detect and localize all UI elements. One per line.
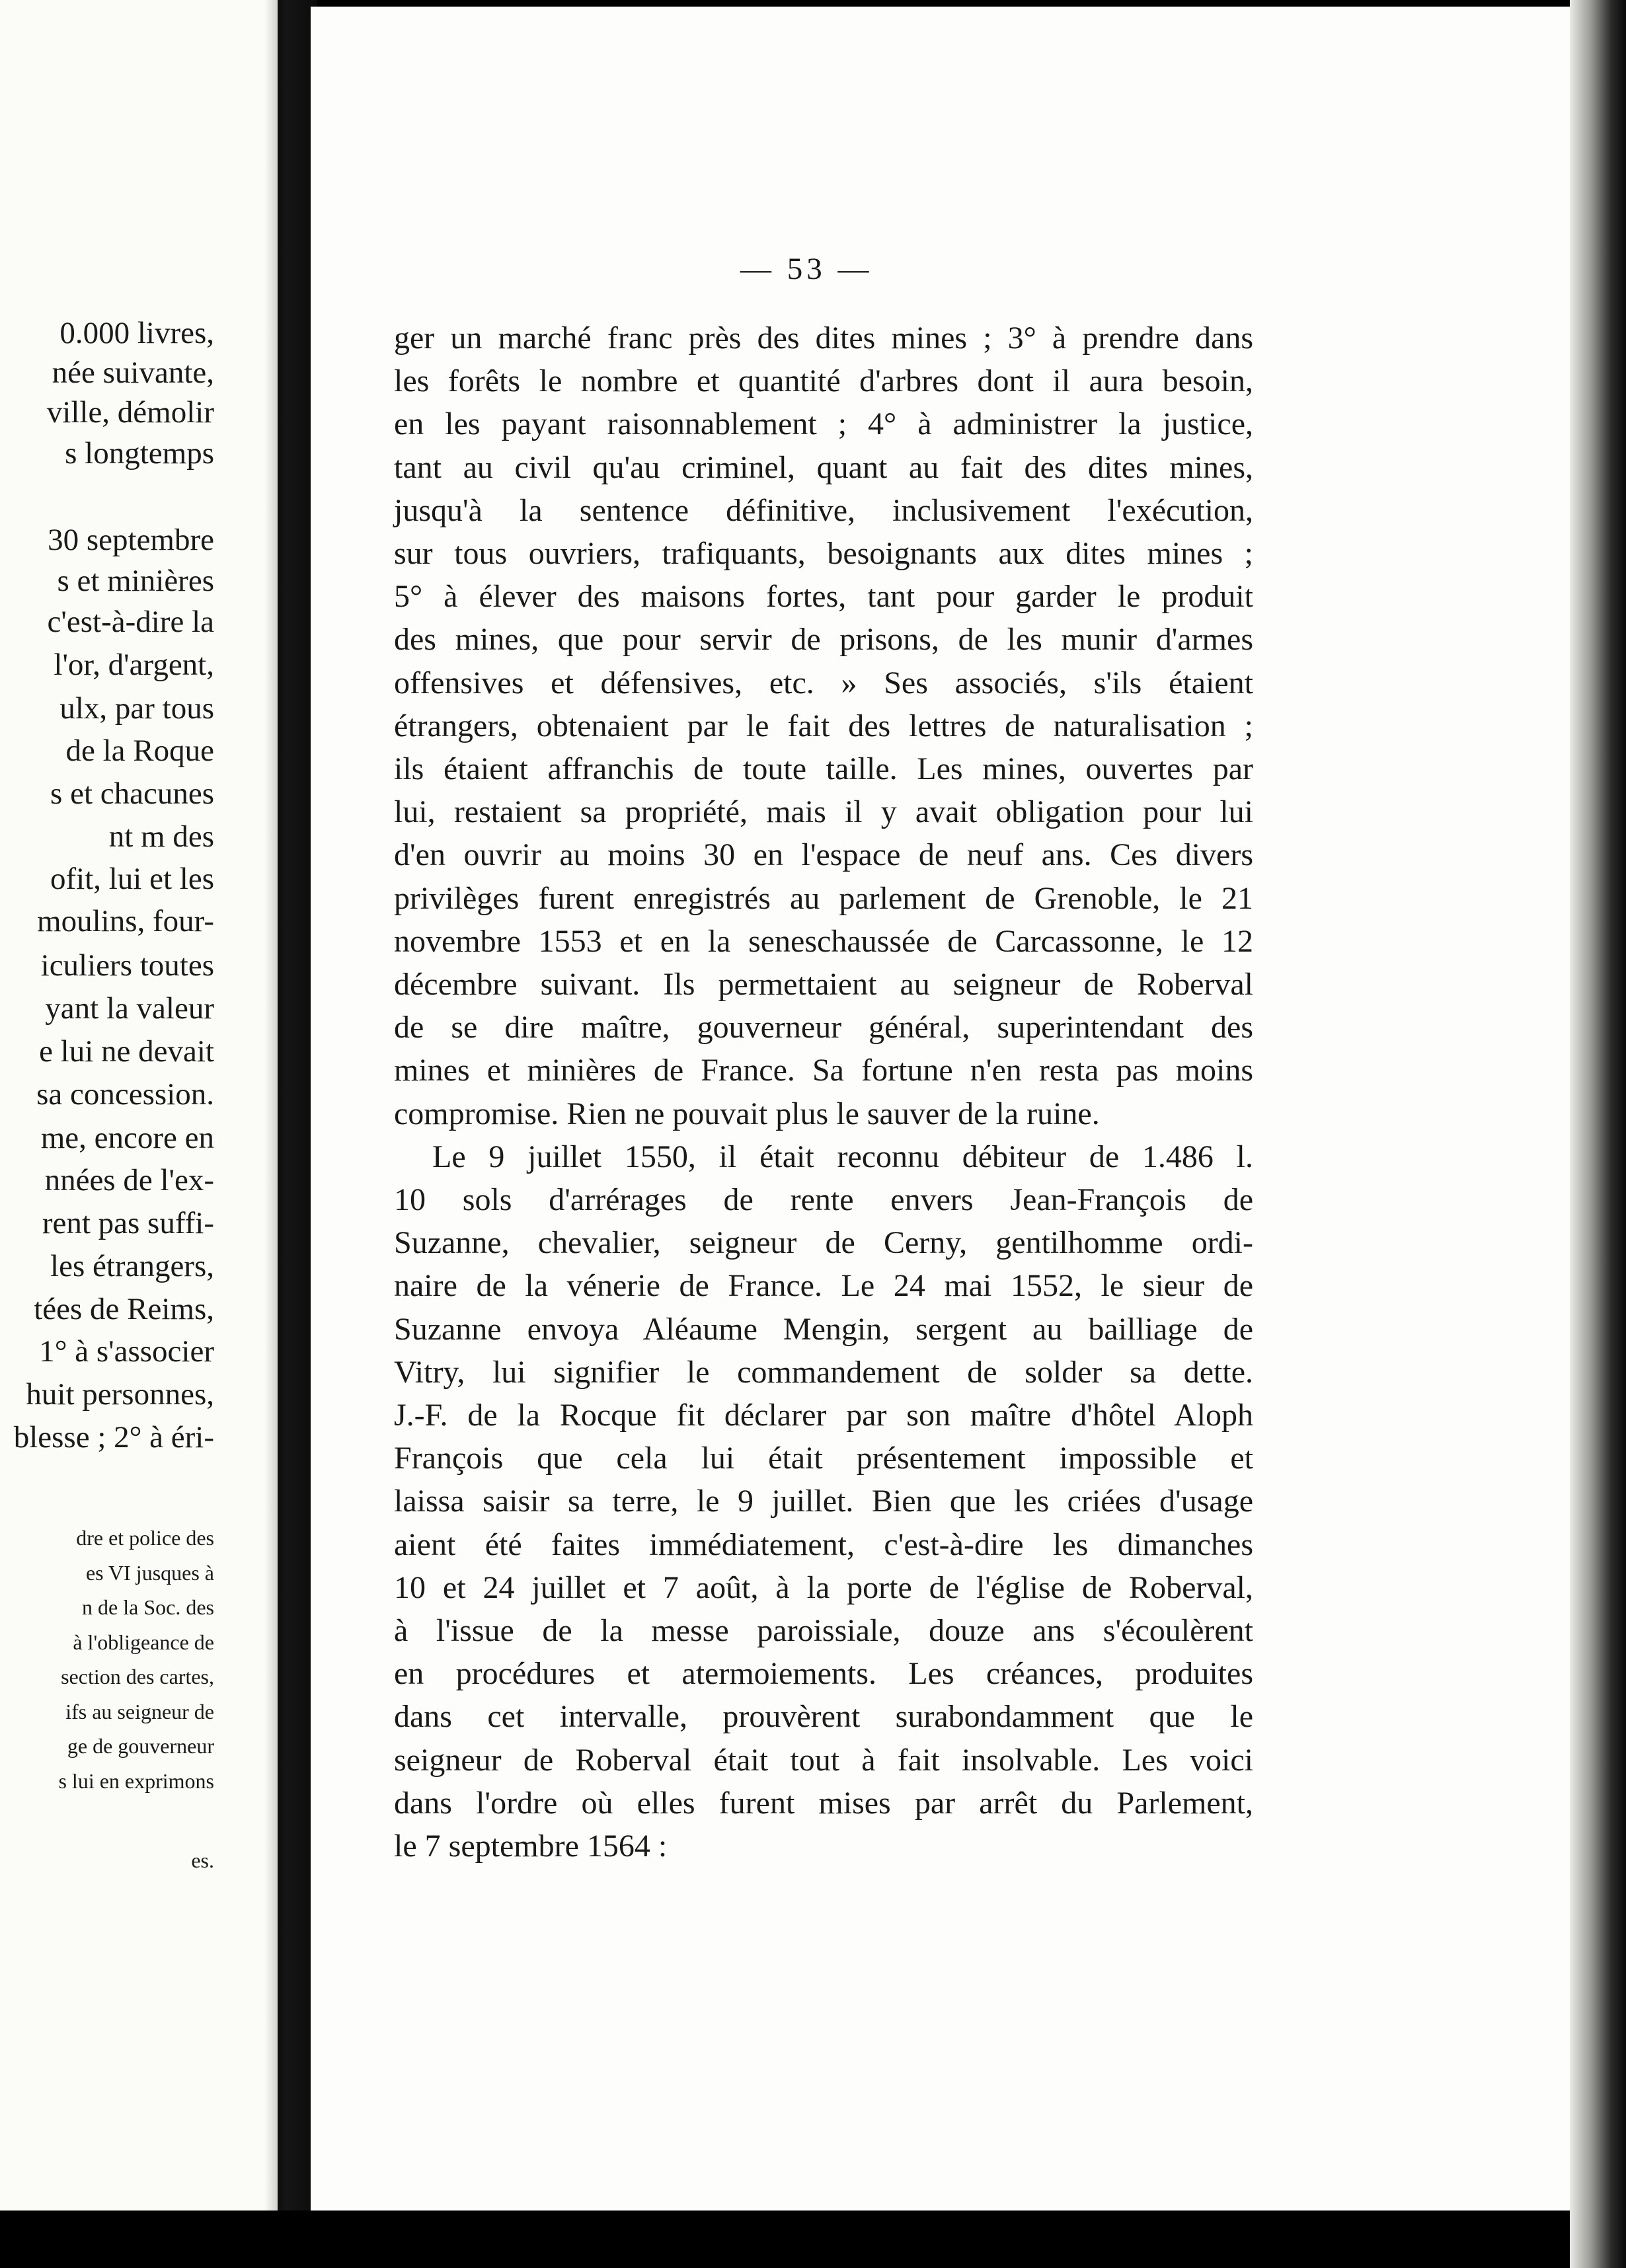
- body-text-line: laissa saisir sa terre, le 9 juillet. Bien que les criées d'usage: [394, 1484, 1253, 1519]
- body-text-line: à l'issue de la messe paroissiale, douze ans s'écoulèrent: [394, 1613, 1253, 1648]
- left-page-line: me, encore en: [40, 1121, 214, 1155]
- body-text-line: en les payant raisonnablement ; 4° à administrer la justice,: [394, 406, 1253, 441]
- body-text-line: privilèges furent enregistrés au parlement de Grenoble, le 21: [394, 881, 1253, 916]
- left-page-line: ulx, par tous: [59, 691, 214, 726]
- left-page-line: s et chacunes: [50, 776, 214, 811]
- left-page-line: née suivante,: [52, 356, 214, 390]
- body-text-line: J.-F. de la Rocque fit déclarer par son maître d'hôtel Aloph: [394, 1398, 1253, 1433]
- left-page-line: moulins, four-: [37, 904, 214, 938]
- left-page-line: 30 septembre: [48, 523, 214, 557]
- left-page-line: ofit, lui et les: [50, 862, 214, 896]
- left-page-line: tées de Reims,: [34, 1292, 214, 1326]
- left-page-line: yant la valeur: [45, 991, 214, 1026]
- body-text-line: jusqu'à la sentence définitive, inclusivement l'exécution,: [394, 493, 1253, 528]
- left-page-footnote-line: à l'obligeance de: [73, 1630, 214, 1654]
- left-page-line: rent pas suffi-: [42, 1206, 214, 1240]
- page-number: — 53 —: [740, 252, 873, 286]
- left-page-footnote-line: es.: [191, 1848, 214, 1872]
- body-text-line: compromise. Rien ne pouvait plus le sauver de la ruine.: [394, 1096, 1100, 1131]
- body-text-line: seigneur de Roberval était tout à fait insolvable. Les voici: [394, 1743, 1253, 1778]
- left-page-footnote-line: n de la Soc. des: [82, 1595, 214, 1619]
- body-text-line: naire de la vénerie de France. Le 24 mai 1552, le sieur de: [394, 1268, 1253, 1303]
- body-text-line: en procédures et atermoiements. Les créances, produites: [394, 1656, 1253, 1691]
- previous-page-fragment: [0, 0, 278, 2211]
- body-text-line: les forêts le nombre et quantité d'arbres dont il aura besoin,: [394, 363, 1253, 398]
- body-text-line: Suzanne envoya Aléaume Mengin, sergent au bailliage de: [394, 1312, 1253, 1347]
- left-page-footnote-line: ifs au seigneur de: [65, 1700, 214, 1723]
- body-text-line: novembre 1553 et en la seneschaussée de Carcassonne, le 12: [394, 924, 1253, 959]
- body-text-line: Vitry, lui signifier le commandement de solder sa dette.: [394, 1355, 1253, 1390]
- left-page-line: s et minières: [57, 564, 214, 598]
- left-page-line: sa concession.: [36, 1077, 214, 1112]
- left-page-footnote-line: dre et police des: [76, 1526, 214, 1550]
- body-text-line: ils étaient affranchis de toute taille. Les mines, ouvertes par: [394, 751, 1253, 786]
- left-page-footnote-line: s lui en exprimons: [58, 1769, 214, 1793]
- body-text-line: 10 et 24 juillet et 7 août, à la porte de l'église de Roberval,: [394, 1570, 1253, 1605]
- body-text-line: le 7 septembre 1564 :: [394, 1829, 668, 1864]
- left-page-line: 0.000 livres,: [59, 316, 214, 350]
- body-text-line: décembre suivant. Ils permettaient au seigneur de Roberval: [394, 967, 1253, 1002]
- body-text-line: tant au civil qu'au criminel, quant au fait des dites mines,: [394, 450, 1253, 485]
- left-page-line: huit personnes,: [26, 1377, 214, 1412]
- body-text-line: étrangers, obtenaient par le fait des lettres de naturalisation ;: [394, 708, 1253, 743]
- left-page-line: nt m des: [108, 819, 214, 854]
- body-text-line: d'en ouvrir au moins 30 en l'espace de neuf ans. Ces divers: [394, 837, 1253, 872]
- left-page-line: 1° à s'associer: [39, 1334, 214, 1369]
- left-page-footnote-line: section des cartes,: [61, 1665, 214, 1688]
- left-page-line: iculiers toutes: [40, 948, 214, 983]
- left-page-line: blesse ; 2° à éri-: [13, 1420, 214, 1455]
- body-text-line: aient été faites immédiatement, c'est-à-dire les dimanches: [394, 1527, 1253, 1562]
- body-text-line: des mines, que pour servir de prisons, de les munir d'armes: [394, 622, 1253, 657]
- left-page-line: e lui ne devait: [39, 1034, 214, 1069]
- left-page-footnote-line: ge de gouverneur: [67, 1734, 214, 1758]
- body-text-line: dans l'ordre où elles furent mises par arrêt du Parlement,: [394, 1786, 1253, 1821]
- left-page-line: s longtemps: [65, 436, 214, 471]
- body-text-line: mines et minières de France. Sa fortune n'en resta pas moins: [394, 1053, 1253, 1088]
- body-text-line: dans cet intervalle, prouvèrent surabondamment que le: [394, 1699, 1253, 1734]
- body-text-line: de se dire maître, gouverneur général, superintendant des: [394, 1010, 1253, 1045]
- left-page-line: les étrangers,: [50, 1249, 214, 1283]
- left-page-line: l'or, d'argent,: [54, 648, 214, 682]
- body-text-line: lui, restaient sa propriété, mais il y avait obligation pour lui: [394, 794, 1253, 829]
- left-page-line: nnées de l'ex-: [44, 1163, 214, 1197]
- body-text-line: François que cela lui était présentement impossible et: [394, 1441, 1253, 1476]
- body-text-line: Le 9 juillet 1550, il était reconnu débiteur de 1.486 l.: [432, 1139, 1253, 1174]
- body-text-line: 10 sols d'arrérages de rente envers Jean-François de: [394, 1182, 1253, 1217]
- book-gutter: [264, 0, 317, 2211]
- left-page-line: ville, démolir: [46, 395, 214, 430]
- body-text-line: 5° à élever des maisons fortes, tant pour garder le produit: [394, 579, 1253, 614]
- left-page-line: de la Roque: [65, 734, 214, 768]
- page-edge: [1570, 0, 1626, 2268]
- left-page-line: c'est-à-dire la: [47, 605, 214, 639]
- left-page-footnote-line: es VI jusques à: [85, 1561, 214, 1585]
- body-text-line: ger un marché franc près des dites mines ; 3° à prendre dans: [394, 321, 1253, 356]
- body-text-line: Suzanne, chevalier, seigneur de Cerny, gentilhomme ordi-: [394, 1225, 1253, 1260]
- body-text-line: offensives et défensives, etc. » Ses associés, s'ils étaient: [394, 665, 1253, 700]
- body-text-line: sur tous ouvriers, trafiquants, besoignants aux dites mines ;: [394, 536, 1253, 571]
